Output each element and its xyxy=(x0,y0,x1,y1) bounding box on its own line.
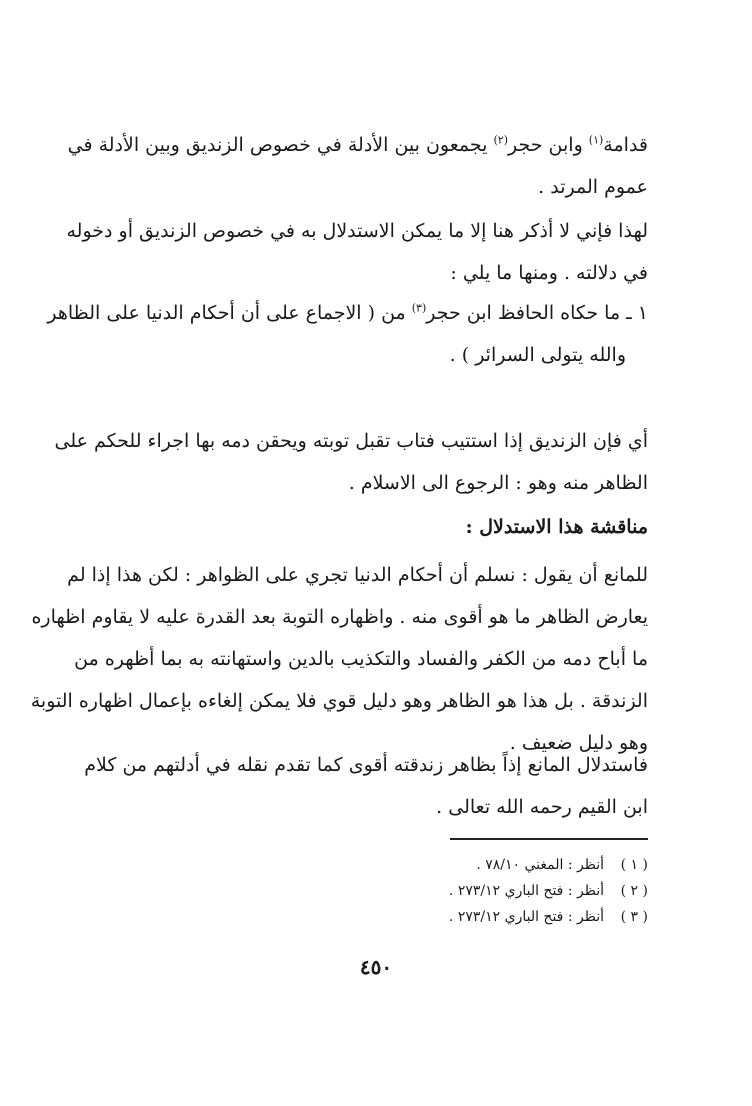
footnote-number: ( ٢ ) xyxy=(620,883,648,899)
text-line: ما أباح دمه من الكفر والفساد والتكذيب بالدين واستهانته به بما أظهره من xyxy=(74,648,648,670)
section-heading xyxy=(100,506,648,548)
text-run: قدامة xyxy=(603,134,648,156)
text-line: للمانع أن يقول : نسلم أن أحكام الدنيا تجري على الظواهر : لكن هذا إذا لم xyxy=(67,564,648,586)
text-line: وهو دليل ضعيف . xyxy=(509,732,648,754)
text-line: عموم المرتد . xyxy=(538,176,648,198)
footnote-number: ( ٣ ) xyxy=(620,909,648,925)
footnote-ref-3: (٣) xyxy=(411,301,427,315)
list-item-1 xyxy=(47,292,648,376)
text-line: في دلالته . ومنها ما يلي : xyxy=(450,262,648,284)
footnotes xyxy=(100,852,648,930)
text-line: الزندقة . بل هذا هو الظاهر وهو دليل قوي فلا يمكن إلغاءه بإعمال اظهاره التوبة xyxy=(30,690,648,712)
text-run: يجمعون بين الأدلة في خصوص الزنديق وبين الأدلة في xyxy=(67,134,494,156)
text-line: الظاهر منه وهو : الرجوع الى الاسلام . xyxy=(348,472,648,494)
heading-text: مناقشة هذا الاستدلال : xyxy=(465,516,648,538)
footnote-3 xyxy=(100,904,648,930)
text-run: وابن حجر xyxy=(508,134,589,156)
footnote-text: أنظر : فتح الباري ٢٧٣/١٢ . xyxy=(448,909,604,925)
paragraph-scope xyxy=(66,210,648,294)
paragraph-explanation xyxy=(54,420,648,504)
text-line: ابن القيم رحمه الله تعالى . xyxy=(436,796,648,818)
footnote-2 xyxy=(100,878,648,904)
footnote-1 xyxy=(100,852,648,878)
text-line: أي فإن الزنديق إذا استتيب فتاب تقبل توبته ويحقن دمه بها اجراء للحكم على xyxy=(54,430,648,452)
text-line xyxy=(67,124,648,166)
text-run: ١ ـ ما حكاه الحافظ ابن حجر xyxy=(426,302,648,324)
text-line: لهذا فإني لا أذكر هنا إلا ما يمكن الاستدلال به في خصوص الزنديق أو دخوله xyxy=(66,220,648,242)
text-line xyxy=(47,292,648,334)
text-line: والله يتولى السرائر ) . xyxy=(449,344,626,366)
footnote-ref-1: (١) xyxy=(588,133,604,147)
footnote-number: ( ١ ) xyxy=(620,857,648,873)
page-number: ٤٥٠ xyxy=(359,955,393,979)
text-line: فاستدلال المانع إذاً بظاهر زندقته أقوى كما تقدم نقله في أدلتهم من كلام xyxy=(84,754,648,776)
footnote-text: أنظر : المغني ٧٨/١٠ . xyxy=(476,857,604,873)
footnote-separator xyxy=(450,838,648,840)
footnote-text: أنظر : فتح الباري ٢٧٣/١٢ . xyxy=(448,883,604,899)
paragraph-conclusion xyxy=(84,744,648,828)
paragraph-objection xyxy=(30,554,648,764)
text-run: من ( الاجماع على أن أحكام الدنيا على الظاهر xyxy=(47,302,412,324)
text-line: يعارض الظاهر ما هو أقوى منه . واظهاره التوبة بعد القدرة عليه لا يقاوم اظهاره xyxy=(31,606,648,628)
paragraph-intro xyxy=(67,124,648,208)
footnote-ref-2: (٢) xyxy=(493,133,508,147)
